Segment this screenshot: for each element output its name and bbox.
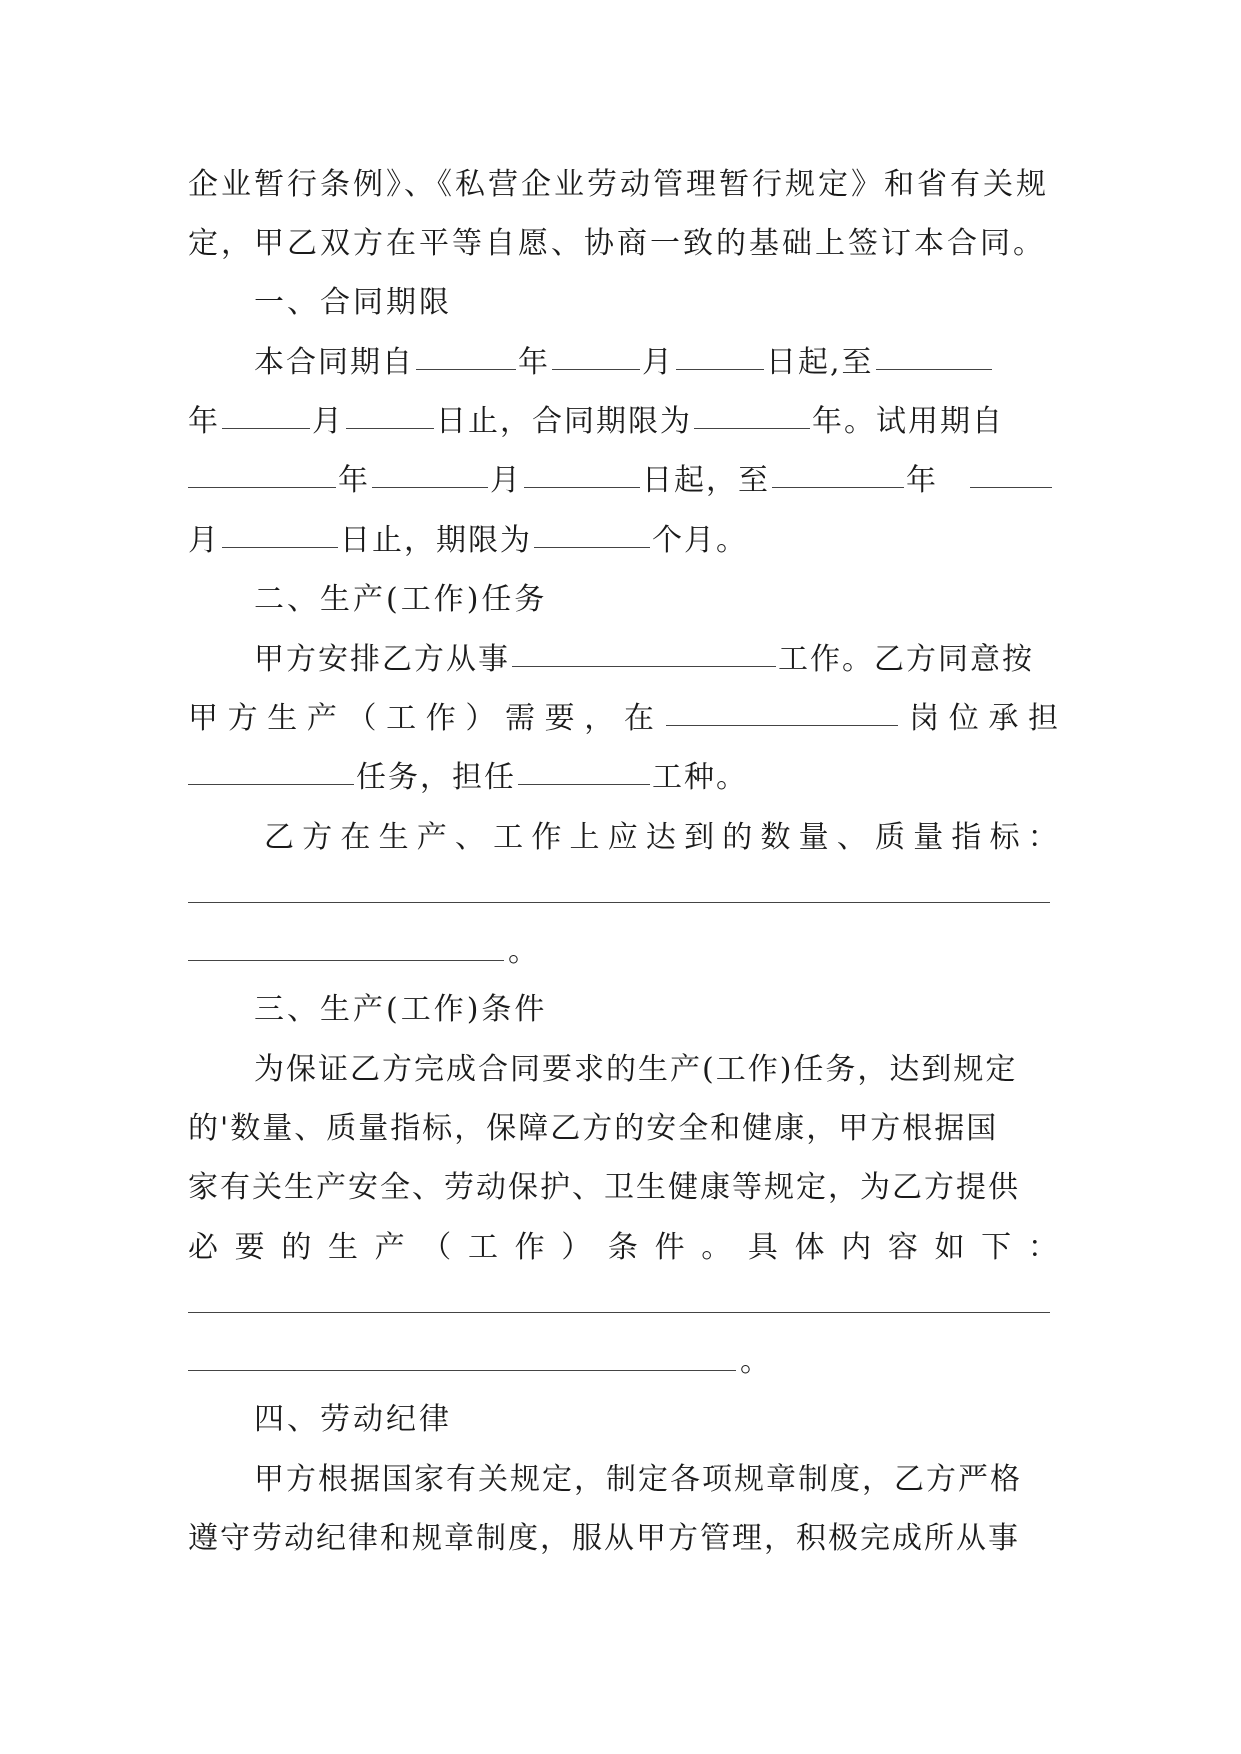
blank-field[interactable]: [534, 519, 650, 548]
paragraph-line: 为保证乙方完成合同要求的生产(工作)任务，达到规定: [254, 1052, 1018, 1087]
char: 方: [302, 820, 333, 855]
char: 生: [327, 1230, 358, 1265]
term-text: 本合同期自: [254, 345, 414, 380]
char: 要: [544, 701, 575, 736]
blank-field[interactable]: [222, 400, 310, 429]
blank-field[interactable]: [694, 400, 810, 429]
char: 甲: [188, 701, 218, 736]
blank-field[interactable]: [372, 459, 488, 488]
task-text: 甲方安排乙方从事: [254, 642, 510, 677]
char: 工: [386, 701, 417, 736]
char: ）: [465, 701, 496, 736]
term-line: [188, 521, 1058, 561]
char: 下: [981, 1230, 1012, 1265]
char: 内: [841, 1230, 872, 1265]
char: 条: [607, 1230, 638, 1265]
char: 的: [722, 820, 753, 855]
char: ：: [1027, 1230, 1058, 1265]
term-text: 日起,至: [766, 345, 874, 380]
term-text: 月: [490, 463, 522, 498]
blank-field[interactable]: [676, 341, 764, 370]
blank-field[interactable]: [772, 459, 904, 488]
term-text: 年: [338, 463, 370, 498]
blank-field[interactable]: [188, 756, 354, 785]
char: 位: [948, 701, 979, 736]
char: 生: [267, 701, 298, 736]
char: 。: [701, 1230, 732, 1265]
blank-field[interactable]: [666, 697, 898, 726]
char: 产: [306, 701, 337, 736]
justified-line: [264, 818, 1058, 858]
blank-field[interactable]: [876, 341, 992, 370]
char: 必: [188, 1230, 218, 1265]
char: 件: [654, 1230, 685, 1265]
char: 要: [234, 1230, 265, 1265]
char: 产: [416, 820, 447, 855]
char: 作: [514, 1230, 545, 1265]
char: （: [421, 1230, 452, 1265]
term-text: 月: [642, 345, 674, 380]
term-text: 年。试用期自: [812, 404, 1004, 439]
char: 工: [493, 820, 524, 855]
blank-field[interactable]: [518, 756, 650, 785]
blank-field[interactable]: [188, 459, 336, 488]
char: 承: [988, 701, 1019, 736]
term-line: [188, 461, 1058, 501]
blank-field[interactable]: [346, 400, 434, 429]
section-heading: 三、生产(工作)条件: [254, 992, 548, 1027]
char: 在: [623, 701, 654, 736]
term-line: [254, 343, 1058, 383]
paragraph-line: 的'数量、质量指标，保障乙方的安全和健康，甲方根据国: [188, 1111, 999, 1146]
term-text: 日起，至: [642, 463, 770, 498]
task-text: 工作。乙方同意按: [778, 642, 1034, 677]
char: 体: [794, 1230, 825, 1265]
char: ，: [584, 701, 615, 736]
char: 岗: [909, 701, 940, 736]
end-mark: 。: [508, 934, 538, 969]
term-text: 个月。: [652, 523, 748, 558]
char: 方: [227, 701, 258, 736]
char: 、: [836, 820, 867, 855]
char: 的: [281, 1230, 312, 1265]
char: 生: [378, 820, 409, 855]
paragraph-line: [254, 640, 1058, 680]
section-heading: 四、劳动纪律: [254, 1402, 452, 1437]
paragraph-line: 甲方根据国家有关规定，制定各项规章制度，乙方严格: [254, 1462, 1022, 1497]
term-text: 月: [188, 523, 220, 558]
blank-field[interactable]: [222, 519, 338, 548]
char: 如: [934, 1230, 965, 1265]
char: 工: [467, 1230, 498, 1265]
blank-line[interactable]: [188, 902, 1050, 903]
term-text: 年: [188, 404, 220, 439]
end-mark: 。: [740, 1344, 770, 1379]
char: 标: [989, 820, 1020, 855]
char: 上: [569, 820, 600, 855]
char: 应: [607, 820, 638, 855]
char: 在: [340, 820, 371, 855]
paragraph-line: 企业暂行条例》、《私营企业劳动管理暂行规定》和省有关规: [188, 167, 1049, 202]
char: 产: [374, 1230, 405, 1265]
char: 作: [531, 820, 562, 855]
char: ：: [1027, 820, 1058, 855]
paragraph-line: 遵守劳动纪律和规章制度，服从甲方管理，积极完成所从事: [188, 1521, 1020, 1556]
term-text: 日止，合同期限为: [436, 404, 692, 439]
char: 乙: [264, 820, 294, 855]
paragraph-line: [188, 758, 1058, 798]
paragraph-line: 家有关生产安全、劳动保护、卫生健康等规定，为乙方提供: [188, 1170, 1020, 1205]
blank-field[interactable]: [512, 638, 776, 667]
char: 担: [1028, 701, 1058, 736]
term-line: [188, 402, 1058, 442]
task-text: 任务，担任: [356, 760, 516, 795]
char: 达: [645, 820, 676, 855]
char: 容: [887, 1230, 918, 1265]
justified-line: [188, 1228, 1058, 1268]
char: 数: [760, 820, 791, 855]
char: （: [346, 701, 377, 736]
blank-field[interactable]: [970, 459, 1052, 488]
blank-field[interactable]: [552, 341, 640, 370]
term-text: 月: [312, 404, 344, 439]
term-text: 年: [906, 463, 938, 498]
blank-line[interactable]: [188, 1312, 1050, 1313]
char: 量: [913, 820, 944, 855]
blank-line[interactable]: [188, 960, 504, 961]
char: 指: [951, 820, 982, 855]
section-heading: 二、生产(工作)任务: [254, 582, 548, 617]
paragraph-line: 定，甲乙双方在平等自愿、协商一致的基础上签订本合同。: [188, 226, 1046, 261]
char: 、: [454, 820, 485, 855]
blank-field[interactable]: [524, 459, 640, 488]
justified-line: [188, 699, 1058, 739]
char: 作: [425, 701, 456, 736]
blank-field[interactable]: [416, 341, 516, 370]
task-text: 工种。: [652, 760, 748, 795]
char: 需: [505, 701, 535, 736]
char: ）: [561, 1230, 592, 1265]
blank-line[interactable]: [188, 1370, 736, 1371]
term-text: 年: [518, 345, 550, 380]
char: 量: [798, 820, 829, 855]
section-heading: 一、合同期限: [254, 285, 452, 320]
char: 到: [684, 820, 715, 855]
char: 具: [747, 1230, 778, 1265]
term-text: 日止，期限为: [340, 523, 532, 558]
char: 质: [875, 820, 905, 855]
